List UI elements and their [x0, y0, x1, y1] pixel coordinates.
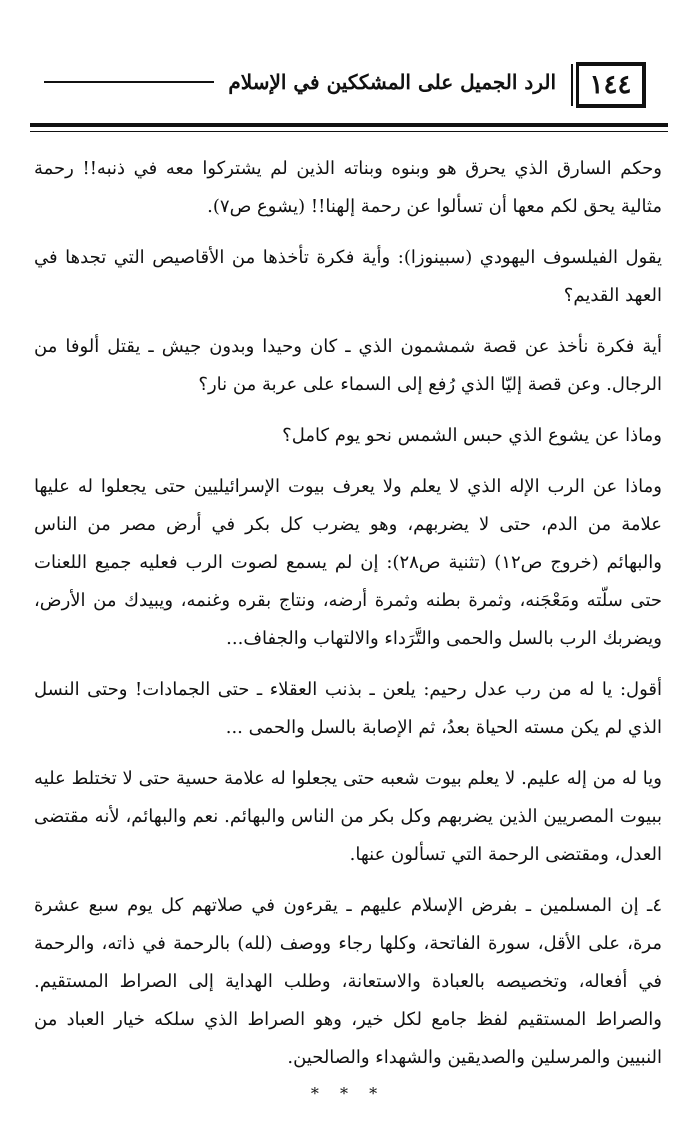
paragraph-separator — [34, 751, 662, 752]
paragraph-4: وماذا عن يشوع الذي حبس الشمس نحو يوم كامل؟ — [282, 425, 662, 446]
page-body — [34, 150, 662, 1109]
paragraph-2: يقول الفيلسوف اليهودي (سبينوزا): وأية فكرة تأخذها من الأقاصيص التي تجدها في العهد القديم؟ — [34, 247, 662, 306]
paragraph-separator — [34, 662, 662, 663]
running-title-text: الرد الجميل على المشككين في الإسلام — [228, 70, 556, 94]
title-dash-rule — [44, 81, 214, 83]
paragraph-1: وحكم السارق الذي يحرق هو وبنوه وبناته الذين لم يشتركوا معه في ذنبه!! رحمة مثالية يحق لكم معها أن تسألوا عن رحمة إلهنا!! (يشوع ص٧). — [34, 158, 662, 217]
paragraph-separator — [34, 459, 662, 460]
page-number: ١٤٤ — [589, 70, 632, 100]
section-end-ornament: * * * — [310, 1084, 386, 1103]
paragraph-separator — [34, 408, 662, 409]
paragraph-separator — [34, 878, 662, 879]
page-header — [30, 60, 668, 124]
paragraph-7: ويا له من إله عليم. لا يعلم بيوت شعبه حتى يجعلوا له علامة حسية حتى لا تختلط عليه ببيوت المصريين الذين يضربهم وكل بكر من الناس والبهائم. نعم والبهائم، لأنه مقتضى العدل، ومقتضى الرحمة التي تسألون عنها. — [34, 768, 662, 865]
paragraph-separator — [34, 230, 662, 231]
header-rule-thick — [30, 123, 668, 127]
paragraph-6: أقول: يا له من رب عدل رحيم: يلعن ـ بذنب العقلاء ـ حتى الجمادات! وحتى النسل الذي لم يكن مسته الحياة بعدُ، ثم الإصابة بالسل والحمى ... — [34, 679, 662, 738]
paragraph-separator — [34, 319, 662, 320]
header-rule-thin — [30, 131, 668, 132]
paragraph-3: أية فكرة نأخذ عن قصة شمشمون الذي ـ كان وحيدا وبدون جيش ـ يقتل ألوفا من الرجال. وعن قصة إليّا الذي رُفع إلى السماء على عربة من نار؟ — [34, 336, 662, 395]
paragraph-5: وماذا عن الرب الإله الذي لا يعلم ولا يعرف بيوت الإسرائيليين حتى يجعلوا له عليها علامة من الدم، حتى لا يضربهم، وهو يضرب كل بكر في أرض مصر من الناس والبهائم (خروج ص١٢) (تثنية ص٢٨): إن لم يسمع لصوت الرب فعليه جميع اللعنات حتى سلّته ومَعْجَنه، وثمرة بطنه وثمرة أرضه، ونتاج بقره وغنمه، ويبيدك من الأرض، ويضربك الرب بالسل والحمى والتَّرَداء والالتهاب والجفاف... — [34, 476, 662, 649]
page-number-box — [576, 62, 646, 108]
numbered-point-4: ٤ـ إن المسلمين ـ بفرض الإسلام عليهم ـ يقرءون في صلاتهم كل يوم سبع عشرة مرة، على الأقل، سورة الفاتحة، وكلها رجاء ووصف (لله) بالرحمة في ذاته، والرحمة في أفعاله، وتخصيصه بالعبادة والاستعانة، وطلب الهداية إلى الصراط المستقيم. والصراط المستقيم لفظ جامع لكل خير، وهو الصراط الذي سلكه خيار العباد من النبيين والمرسلين والصديقين والشهداء والصالحين. — [34, 895, 662, 1068]
running-title — [44, 70, 556, 94]
